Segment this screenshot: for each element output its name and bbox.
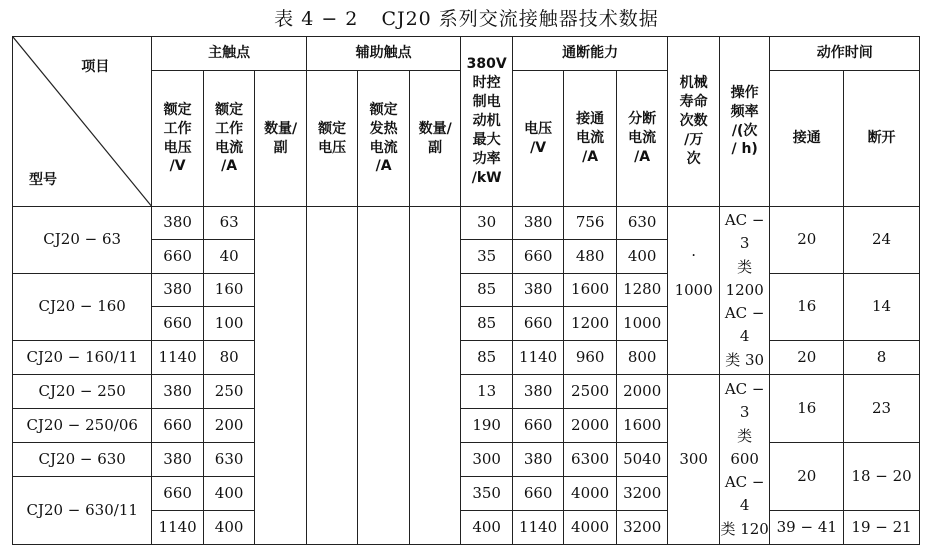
rated-voltage-cell: 660 (152, 477, 204, 511)
make-current-cell: 6300 (564, 443, 617, 477)
life-dot: · (691, 246, 697, 265)
break-current-cell: 5040 (616, 443, 668, 477)
make-time-header: 接通 (770, 71, 844, 207)
make-current-cell: 4000 (564, 511, 617, 545)
motor-power-cell: 350 (461, 477, 513, 511)
make-time-cell: 16 (770, 274, 844, 341)
corner-header-cell (13, 37, 152, 207)
operating-frequency-cell: AC − 3 类 600 AC − 4 类 120 (719, 375, 770, 545)
rated-voltage-cell: 380 (152, 443, 204, 477)
breaking-voltage-cell: 1140 (512, 511, 564, 545)
rated-current-cell: 250 (203, 375, 255, 409)
motor-power-cell: 35 (461, 240, 513, 274)
make-current-cell: 4000 (564, 477, 617, 511)
break-current-header: 分断 电流 /A (616, 71, 668, 207)
breaking-voltage-cell: 660 (512, 240, 564, 274)
aux-contact-header: 辅助触点 (306, 37, 461, 71)
life-value: 1000 (674, 280, 713, 299)
table-number: 表 4 − 2 (274, 8, 359, 30)
rated-current-cell: 63 (203, 207, 255, 240)
main-count-column (255, 207, 307, 545)
corner-item-label: 项目 (81, 59, 110, 75)
rated-voltage-cell: 660 (152, 409, 204, 443)
mechanical-life-cell (668, 207, 720, 375)
motor-power-cell: 13 (461, 375, 513, 409)
rated-current-cell: 160 (203, 274, 255, 307)
make-current-cell: 1600 (564, 274, 617, 307)
operating-frequency-header: 操作 频率 /(次 / h) (719, 37, 770, 207)
motor-power-cell: 85 (461, 307, 513, 341)
table-caption (0, 4, 933, 34)
make-current-cell: 960 (564, 341, 617, 375)
motor-power-cell: 190 (461, 409, 513, 443)
break-current-cell: 630 (616, 207, 668, 240)
rated-current-cell: 80 (203, 341, 255, 375)
main-count-header: 数量/ 副 (255, 71, 307, 207)
breaking-voltage-cell: 380 (512, 274, 564, 307)
corner-model-label: 型号 (29, 171, 57, 188)
model-cell: CJ20 − 160 (13, 274, 152, 341)
breaking-voltage-header: 电压 /V (512, 71, 564, 207)
breaking-voltage-cell: 660 (512, 409, 564, 443)
break-current-cell: 1000 (616, 307, 668, 341)
break-time-cell: 24 (844, 207, 920, 274)
rated-voltage-cell: 660 (152, 240, 204, 274)
make-current-cell: 480 (564, 240, 617, 274)
make-current-cell: 1200 (564, 307, 617, 341)
action-time-header: 动作时间 (770, 37, 920, 71)
contactor-spec-table (12, 36, 920, 545)
breaking-voltage-cell: 1140 (512, 341, 564, 375)
rated-current-cell: 40 (203, 240, 255, 274)
rated-current-cell: 630 (203, 443, 255, 477)
rated-voltage-cell: 380 (152, 207, 204, 240)
aux-count-column (409, 207, 461, 545)
break-time-header: 断开 (844, 71, 920, 207)
rated-voltage-cell: 660 (152, 307, 204, 341)
break-time-cell: 18 − 20 (844, 443, 920, 511)
break-time-cell: 23 (844, 375, 920, 443)
motor-power-cell: 85 (461, 274, 513, 307)
rated-current-cell: 400 (203, 511, 255, 545)
main-contact-header: 主触点 (152, 37, 307, 71)
model-cell: CJ20 − 160/11 (13, 341, 152, 375)
make-time-cell: 20 (770, 341, 844, 375)
make-time-cell: 20 (770, 207, 844, 274)
make-time-cell: 20 (770, 443, 844, 511)
break-time-cell: 8 (844, 341, 920, 375)
rated-voltage-cell: 1140 (152, 341, 204, 375)
model-cell: CJ20 − 63 (13, 207, 152, 274)
motor-power-cell: 300 (461, 443, 513, 477)
break-current-cell: 2000 (616, 375, 668, 409)
aux-heat-column (358, 207, 410, 545)
make-current-cell: 2500 (564, 375, 617, 409)
break-current-cell: 1600 (616, 409, 668, 443)
main-rated-current-header: 额定 工作 电流 /A (203, 71, 255, 207)
breaking-voltage-cell: 660 (512, 477, 564, 511)
rated-voltage-cell: 380 (152, 375, 204, 409)
mechanical-life-cell: 300 (668, 375, 720, 545)
rated-current-cell: 100 (203, 307, 255, 341)
table-title: CJ20 系列交流接触器技术数据 (381, 8, 659, 30)
rated-voltage-cell: 1140 (152, 511, 204, 545)
operating-frequency-cell: AC − 3 类 1200 AC − 4 类 30 (719, 207, 770, 375)
breaking-voltage-cell: 660 (512, 307, 564, 341)
breaking-voltage-cell: 380 (512, 375, 564, 409)
motor-power-cell: 30 (461, 207, 513, 240)
breaking-voltage-cell: 380 (512, 207, 564, 240)
break-current-cell: 400 (616, 240, 668, 274)
motor-power-cell: 85 (461, 341, 513, 375)
model-cell: CJ20 − 250/06 (13, 409, 152, 443)
model-cell: CJ20 − 630 (13, 443, 152, 477)
make-current-cell: 756 (564, 207, 617, 240)
break-time-cell: 19 − 21 (844, 511, 920, 545)
mechanical-life-header: 机械 寿命 次数 /万 次 (668, 37, 720, 207)
aux-count-header: 数量/ 副 (409, 71, 461, 207)
make-time-cell: 39 − 41 (770, 511, 844, 545)
rated-current-cell: 200 (203, 409, 255, 443)
aux-heating-current-header: 额定 发热 电流 /A (358, 71, 410, 207)
motor-power-header: 380V 时控 制电 动机 最大 功率 /kW (461, 37, 513, 207)
make-current-cell: 2000 (564, 409, 617, 443)
breaking-voltage-cell: 380 (512, 443, 564, 477)
break-current-cell: 3200 (616, 477, 668, 511)
aux-rated-voltage-header: 额定 电压 (306, 71, 358, 207)
break-current-cell: 800 (616, 341, 668, 375)
break-current-cell: 3200 (616, 511, 668, 545)
main-rated-voltage-header: 额定 工作 电压 /V (152, 71, 204, 207)
make-time-cell: 16 (770, 375, 844, 443)
rated-current-cell: 400 (203, 477, 255, 511)
break-current-cell: 1280 (616, 274, 668, 307)
model-cell: CJ20 − 250 (13, 375, 152, 409)
rated-voltage-cell: 380 (152, 274, 204, 307)
breaking-capacity-header: 通断能力 (512, 37, 668, 71)
make-current-header: 接通 电流 /A (564, 71, 617, 207)
aux-voltage-column (306, 207, 358, 545)
break-time-cell: 14 (844, 274, 920, 341)
motor-power-cell: 400 (461, 511, 513, 545)
model-cell: CJ20 − 630/11 (13, 477, 152, 545)
